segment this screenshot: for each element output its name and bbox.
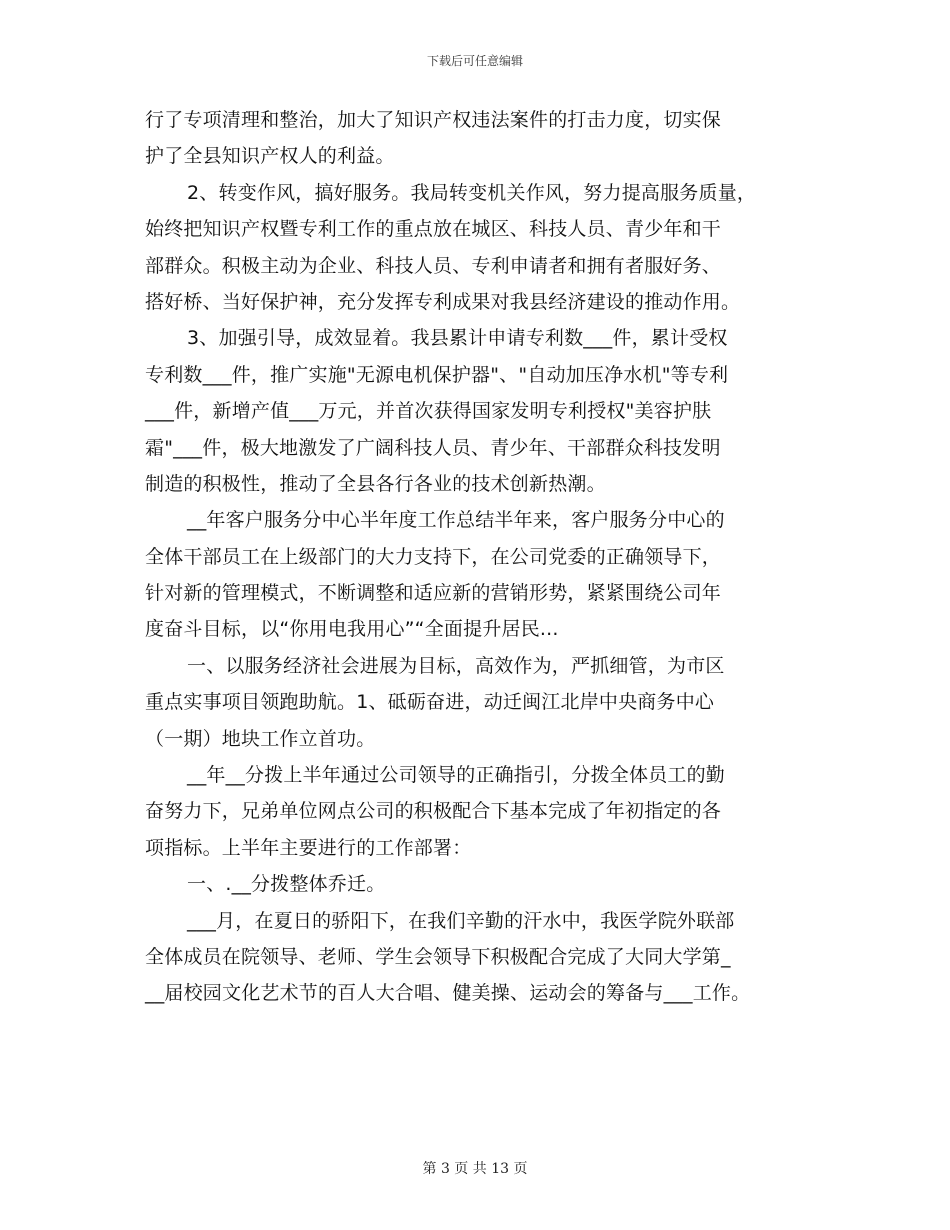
text-line: 3、加强引导，成效显着。我县累计申请专利数___件，累计受权	[187, 327, 728, 350]
text-line: ___月，在夏日的骄阳下，在我们辛勤的汗水中，我医学院外联部	[187, 909, 735, 932]
text-line: 制造的积极性，推动了全县各行各业的技术创新热潮。	[145, 472, 606, 495]
text-line: ___件，新增产值___万元，并首次获得国家发明专利授权"美容护肤	[145, 400, 712, 423]
text-line: 部群众。积极主动为企业、科技人员、专利申请者和拥有者服好务、	[145, 254, 722, 277]
text-line: （一期）地块工作立首功。	[145, 727, 376, 750]
text-line: 全体干部员工在上级部门的大力支持下，在公司党委的正确领导下，	[145, 545, 722, 568]
text-line: 专利数___件，推广实施"无源电机保护器"、"自动加压净水机"等专利	[145, 363, 729, 386]
page-header: 下载后可任意编辑	[426, 54, 523, 68]
text-line: 奋努力下，兄弟单位网点公司的积极配合下基本完成了年初指定的各	[145, 800, 722, 823]
text-line: 项指标。上半年主要进行的工作部署：	[145, 836, 472, 859]
text-line: 全体成员在院领导、老师、学生会领导下积极配合完成了大同大学第_	[145, 945, 731, 968]
text-line: __年__分拨上半年通过公司领导的正确指引，分拨全体员工的勤	[187, 764, 726, 787]
document-body	[145, 102, 825, 1012]
page-number: 第 3 页 共 13 页	[422, 1161, 528, 1177]
text-line: 一、以服务经济社会进展为目标，高效作为，严抓细管，为市区	[187, 654, 725, 677]
text-line: 霜"___件，极大地激发了广阔科技人员、青少年、干部群众科技发明	[145, 436, 721, 459]
text-line: 一、.__分拨整体乔迁。	[187, 873, 386, 896]
text-line: 搭好桥、当好保护神，充分发挥专利成果对我县经济建设的推动作用。	[145, 290, 741, 313]
text-line: 针对新的管理模式，不断调整和适应新的营销形势，紧紧围绕公司年	[145, 582, 722, 605]
text-line: 始终把知识产权暨专利工作的重点放在城区、科技人员、青少年和干	[145, 218, 722, 241]
text-line: 重点实事项目领跑助航。1、砥砺奋进，动迁闽江北岸中央商务中心	[145, 691, 715, 714]
text-line: __届校园文化艺术节的百人大合唱、健美操、运动会的筹备与___工作。	[145, 982, 751, 1005]
text-line: 护了全县知识产权人的利益。	[145, 145, 395, 168]
text-line: 度奋斗目标，以“你用电我用心”“全面提升居民...	[145, 618, 559, 641]
text-line: 2、转变作风，搞好服务。我局转变机关作风，努力提高服务质量，	[187, 181, 757, 204]
text-line: __年客户服务分中心半年度工作总结半年来，客户服务分中心的	[187, 509, 725, 532]
text-line: 行了专项清理和整治，加大了知识产权违法案件的打击力度，切实保	[145, 109, 722, 131]
